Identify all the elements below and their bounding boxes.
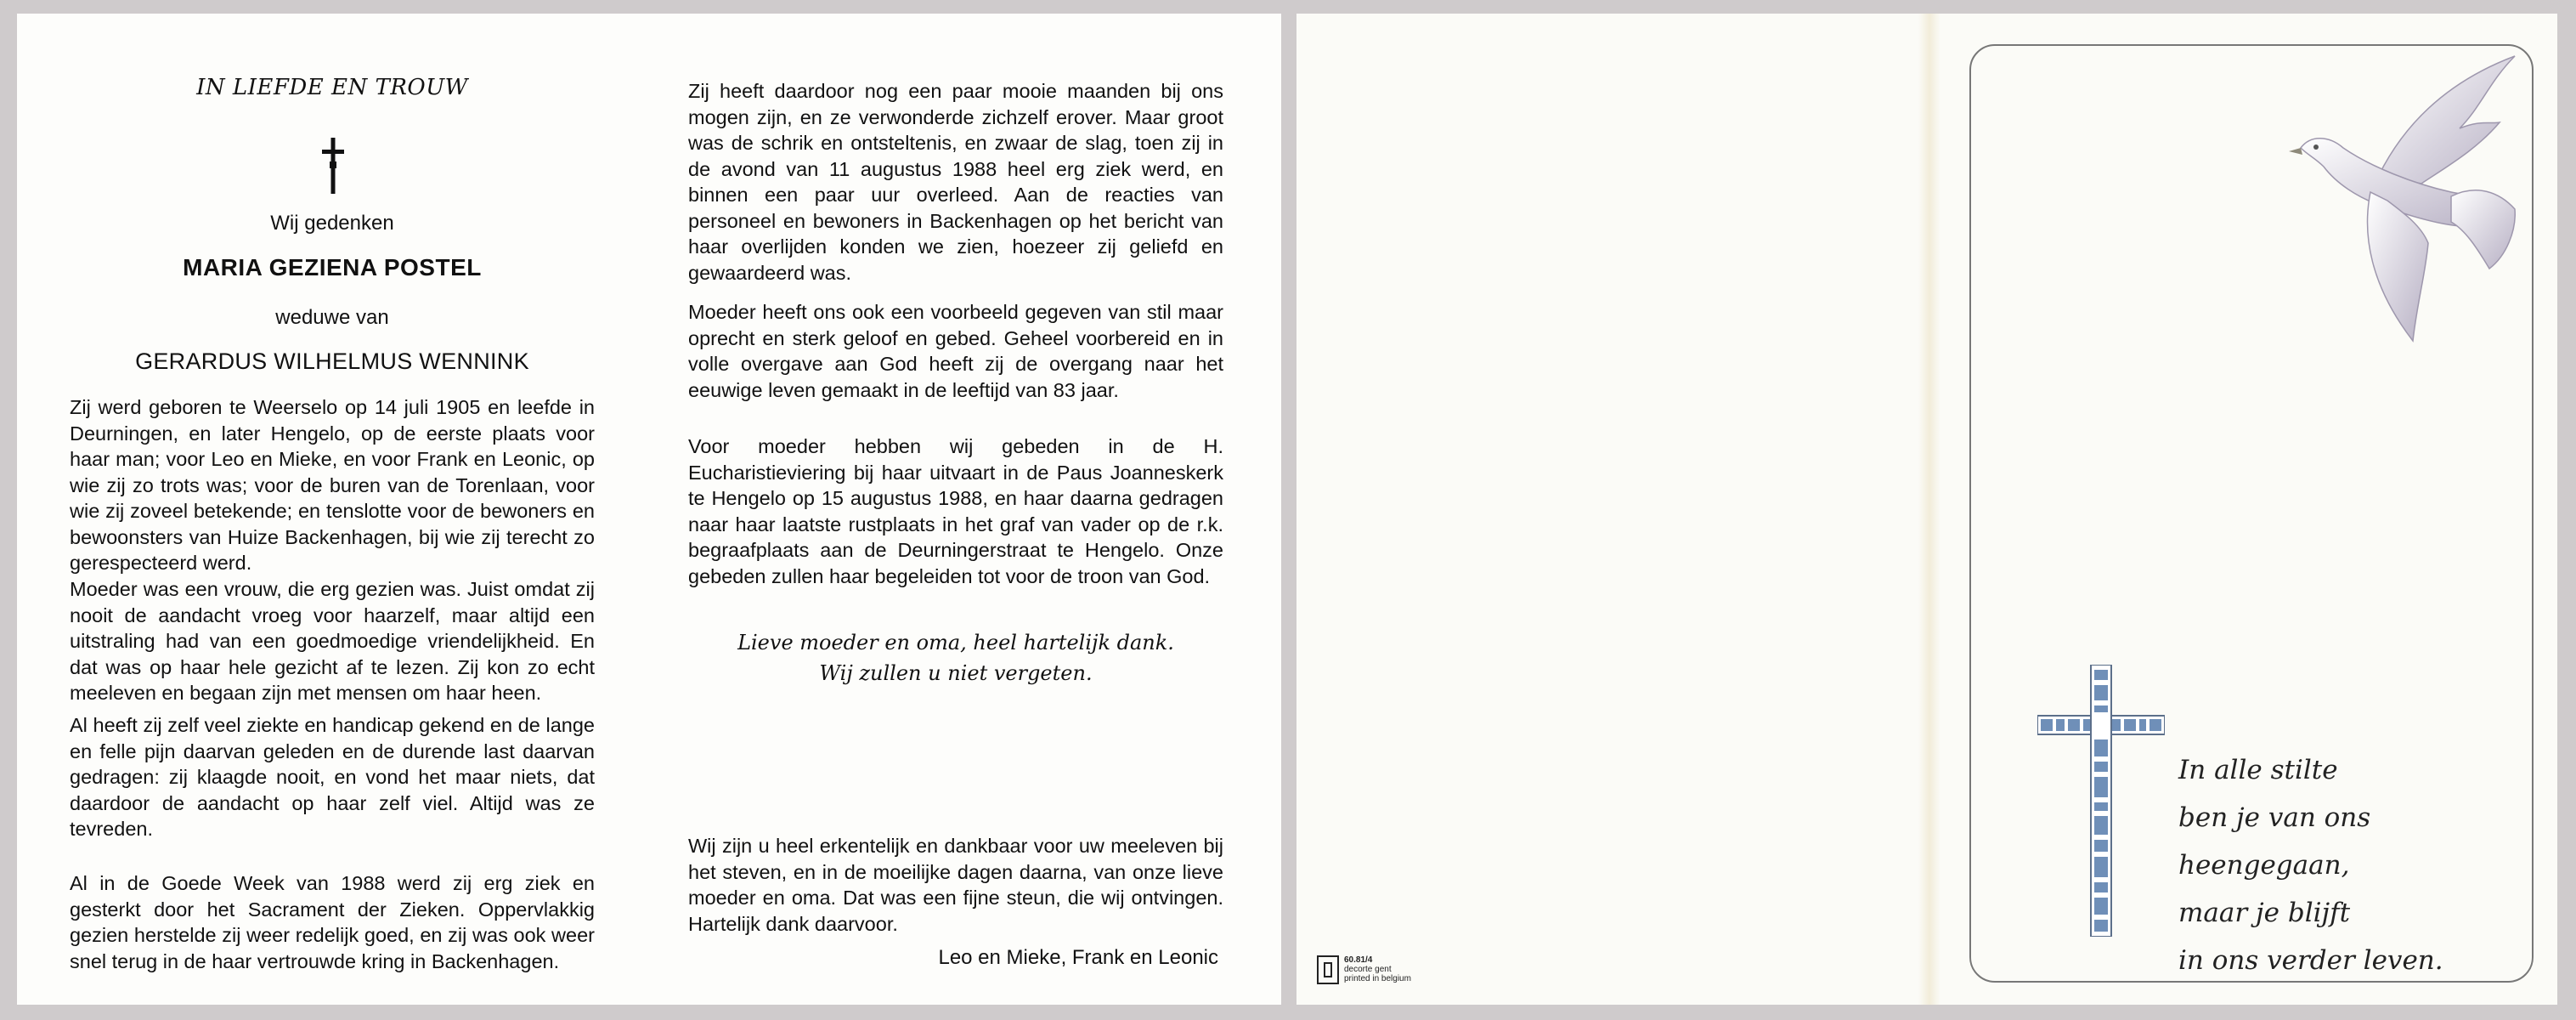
- paragraph: Voor moeder hebben wij gebeden in de H. Eucharistieviering bij haar uitvaart in de Paus Joanneskerk te Hengelo op 15 augustus 1988, en haar daarna gedragen naar haar laatste rustplaats in het graf van vader op de r.k. begraafplaats aan de Deurningerstraat te Hengelo. Onze gebeden zullen haar begeleiden tot voor de troon van God.: [688, 435, 1223, 587]
- memorial-text-spread: [17, 14, 1281, 1005]
- thanks-paragraph: Wij zijn u heel erkentelijk en dankbaar voor uw meeleven bij het steven, en in de moeilijke dagen daarna, van onze lieve moeder en oma. Dat was een fijne steun, die wij ontvingen. Hartelijk dank daarvoor.: [688, 835, 1223, 935]
- imprint-origin: printed in belgium: [1344, 974, 1411, 983]
- signature: Leo en Mieke, Frank en Leonic: [938, 946, 1218, 969]
- fold-line: [1918, 14, 1940, 1005]
- verse-line: In alle stilte: [2178, 755, 2338, 785]
- paragraph: Moeder was een vrouw, die erg gezien was. Juist omdat zij nooit de aandacht vroeg voor haarzelf, maar altijd een uitstraling had van een goedmoedige vriendelijkheid. En dat was op haar hele gezicht af te lezen. Zij kon zo echt meeleven en begaan zijn met mensen om haar heen.: [70, 578, 595, 704]
- heading: IN LIEFDE EN TROUW: [196, 75, 468, 100]
- paragraph: Al in de Goede Week van 1988 werd zij erg ziek en gesterkt door het Sacrament der Zieken. Oppervlakkig gezien herstelde zij weer redelijk goed, en zij was ook weer snel terug in de haar vertrouwde kring in Backenhagen.: [70, 872, 595, 972]
- latin-cross-icon: [320, 138, 346, 194]
- dove-icon: [2277, 48, 2523, 354]
- card-verse: [2178, 746, 2535, 984]
- right-column: [688, 14, 1223, 1005]
- paragraph: Al heeft zij zelf veel ziekte en handicap gekend en de lange en felle pijn daarvan geleden en de durende last daarvan gedragen: zij klaagde nooit, en vond het maar niets, dat daardoor de aandacht op haar zelf viel. Altijd was ze tevreden.: [70, 714, 595, 840]
- husband-name: GERARDUS WILHELMUS WENNINK: [135, 348, 529, 374]
- closing-line: Wij zullen u niet vergeten.: [819, 661, 1093, 685]
- left-column: [70, 14, 595, 1005]
- closing-line: Lieve moeder en oma, heel hartelijk dank.: [737, 631, 1174, 654]
- paragraph: Moeder heeft ons ook een voorbeeld gegeven van stil maar oprecht en sterk geloof en gebed. Geheel voorbereid en in volle overgave aan God heeft zij de overgang naar het eeuwige leven gemaakt in de leeftijd van 83 jaar.: [688, 301, 1223, 401]
- paragraph: Zij heeft daardoor nog een paar mooie maanden bij ons mogen zijn, en ze verwonderde zichzelf erover. Maar groot was de schrik en ontsteltenis, en zwaar de slag, toen zij in de avond van 11 augustus 1988 heel erg ziek werd, en binnen een paar uur overleed. Aan de reacties van personeel en bewoners in Backenhagen op het bericht van haar overlijden konden we zien, hoezeer zij geliefd en gewaardeerd was.: [688, 80, 1223, 284]
- widow-of-line: weduwe van: [275, 306, 389, 329]
- verse-line: ben je van ons heengegaan,: [2178, 802, 2371, 881]
- remember-line: Wij gedenken: [270, 212, 394, 235]
- imprint-code: 60.81/4: [1344, 955, 1373, 965]
- verse-line: in ons verder leven.: [2178, 945, 2443, 976]
- printer-logo-icon: [1317, 955, 1339, 984]
- deceased-name: MARIA GEZIENA POSTEL: [183, 254, 482, 280]
- mosaic-cross-icon: [2037, 665, 2165, 937]
- verse-line: maar je blijft: [2178, 898, 2351, 928]
- imprint-printer: decorte gent: [1344, 965, 1392, 974]
- paragraph: Zij werd geboren te Weerselo op 14 juli 1905 en leefde in Deurningen, en later Hengelo, op de eerste plaats voor haar man; voor Leo en Mieke, en voor Frank en Leonic, op wie zij zo trots was; voor de buren van de Torenlaan, voor wie zij zoveel betekende; en tenslotte voor de bewoners en bewoonsters van Huize Backenhagen, bij wie zij terecht zo gerespecteerd werd.: [70, 396, 595, 574]
